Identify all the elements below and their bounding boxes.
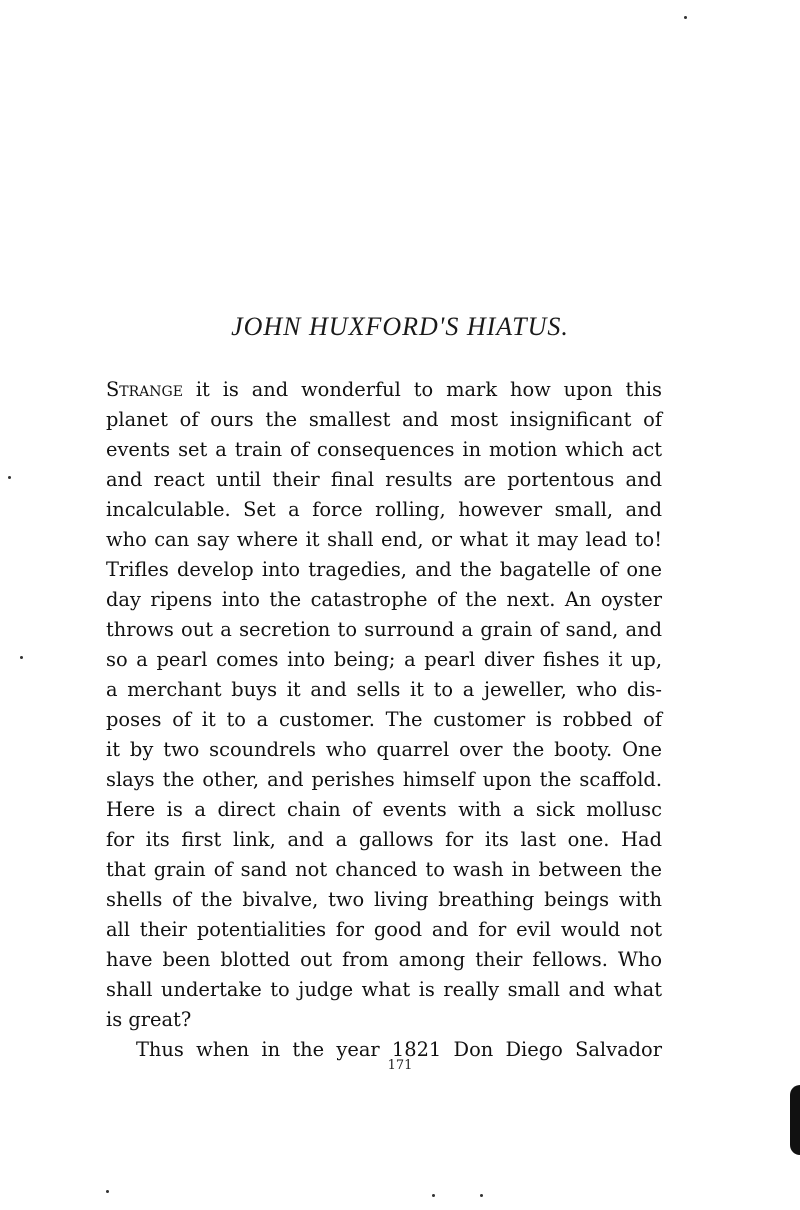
text-line: have been blotted out from among their fellows. Who — [106, 948, 662, 971]
text-line: who can say where it shall end, or what it may lead to! — [106, 528, 662, 551]
scan-speck — [480, 1194, 483, 1197]
first-line-rest: it is and wonderful to mark how upon this — [182, 378, 662, 401]
page-number: 171 — [387, 1058, 413, 1073]
text-line: poses of it to a customer. The customer is robbed of — [106, 708, 662, 731]
scan-speck — [20, 656, 23, 659]
drop-word: Strange — [106, 378, 183, 401]
scan-speck — [684, 16, 687, 19]
text-line: throws out a secretion to surround a grain of sand, and — [106, 618, 662, 641]
text-line: planet of ours the smallest and most insignificant of — [106, 408, 662, 431]
scan-speck — [432, 1194, 435, 1197]
paragraph-start-line: Thus when in the year 1821 Don Diego Salvador — [136, 1038, 662, 1061]
text-line: incalculable. Set a force rolling, however small, and — [106, 498, 662, 521]
text-line: a merchant buys it and sells it to a jeweller, who dis- — [106, 678, 662, 701]
text-line: shall undertake to judge what is really small and what — [106, 978, 662, 1001]
text-line: so a pearl comes into being; a pearl diver fishes it up, — [106, 648, 662, 671]
text-line: that grain of sand not chanced to wash in between the — [106, 858, 662, 881]
scan-speck — [8, 476, 11, 479]
text-line: Here is a direct chain of events with a sick mollusc — [106, 798, 662, 821]
text-line: for its first link, and a gallows for its last one. Had — [106, 828, 662, 851]
chapter-title: JOHN HUXFORD'S HIATUS. — [231, 312, 569, 341]
text-line: is great? — [106, 1008, 192, 1031]
page-edge-mark — [790, 1085, 800, 1155]
body-text — [106, 375, 662, 1065]
text-line: day ripens into the catastrophe of the next. An oyster — [106, 588, 662, 611]
text-line: slays the other, and perishes himself upon the scaffold. — [106, 768, 662, 791]
text-line — [106, 375, 662, 405]
scan-speck — [106, 1190, 109, 1193]
text-line: events set a train of consequences in motion which act — [106, 438, 662, 461]
text-line: shells of the bivalve, two living breathing beings with — [106, 888, 662, 911]
text-line: and react until their final results are portentous and — [106, 468, 662, 491]
text-line: all their potentialities for good and for evil would not — [106, 918, 662, 941]
text-line: Trifles develop into tragedies, and the bagatelle of one — [106, 558, 662, 581]
text-line: it by two scoundrels who quarrel over the booty. One — [106, 738, 662, 761]
